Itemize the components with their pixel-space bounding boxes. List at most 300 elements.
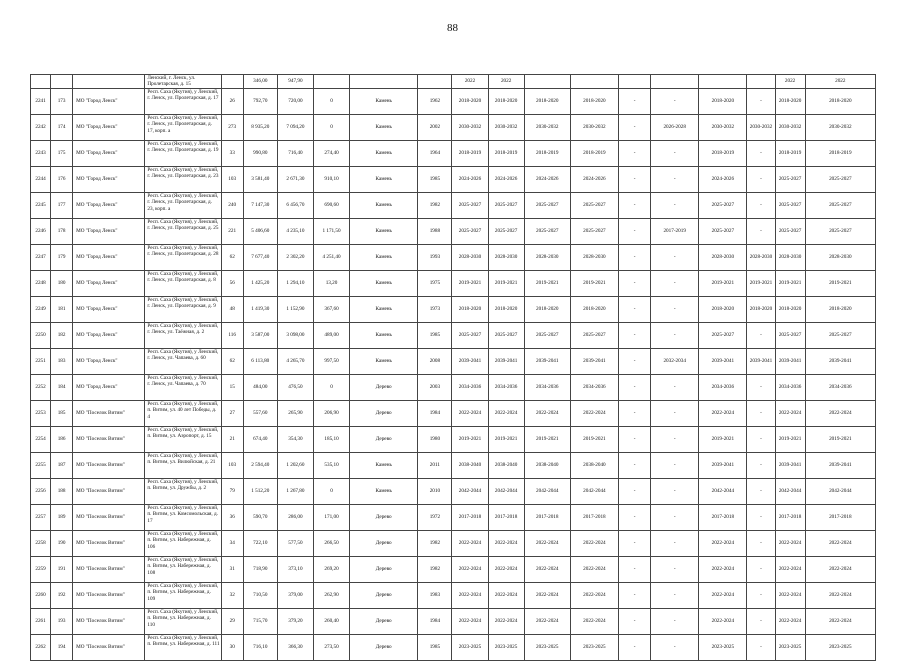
address-cell: Респ. Саха (Якутия), у Ленский, п. Витим, ул. 40 лет Победы, д. 4 — [145, 400, 221, 426]
elevator-repair-period-cell: - — [651, 88, 699, 114]
gas-repair-period-cell: - — [619, 88, 651, 114]
item-number-cell: 193 — [51, 608, 73, 634]
municipality-cell: МО "Город Ленск" — [73, 88, 145, 114]
gas-repair-period-cell: - — [619, 556, 651, 582]
apartments-count-cell: 21 — [221, 426, 243, 452]
row-number-cell: 2251 — [31, 348, 51, 374]
electric-repair-period-cell: 2018-2020 — [524, 296, 570, 322]
electric-repair-period-cell: 2025-2027 — [524, 192, 570, 218]
row-number-cell: 2249 — [31, 296, 51, 322]
row-number-cell: 2250 — [31, 322, 51, 348]
facade-repair-period-cell: 2039-2041 — [488, 348, 524, 374]
sewage-repair-period-cell: 2019-2021 — [747, 270, 775, 296]
sewage-repair-period-cell: - — [747, 192, 775, 218]
basement-repair-period-cell: 2017-2018 — [805, 504, 875, 530]
water-repair-period-cell: 2019-2021 — [699, 426, 747, 452]
elevator-repair-period-cell: - — [651, 322, 699, 348]
foundation-repair-period-cell: 2022-2024 — [775, 582, 805, 608]
row-number-cell: 2246 — [31, 218, 51, 244]
total-area-cell: 484,00 — [243, 374, 277, 400]
wall-material-cell: Камень — [350, 452, 418, 478]
electric-repair-period-cell: 2025-2027 — [524, 322, 570, 348]
heating-repair-period-cell: 2017-2018 — [570, 504, 618, 530]
electric-repair-period-cell: 2025-2027 — [524, 218, 570, 244]
wall-material-cell: Дерево — [350, 582, 418, 608]
facade-repair-period-cell: 2018-2019 — [488, 140, 524, 166]
elevator-repair-period-cell: - — [651, 556, 699, 582]
municipality-cell: МО "Город Ленск" — [73, 218, 145, 244]
address-cell: Респ. Саха (Якутия), у Ленский, п. Витим, ул. Набережная, д. 111 — [145, 634, 221, 660]
address-cell: Респ. Саха (Якутия), у Ленский, п. Витим, ул. Вилюйская, д. 21 — [145, 452, 221, 478]
nonresidential-area-cell: 489,00 — [313, 322, 349, 348]
municipality-cell: МО "Поселок Витим" — [73, 478, 145, 504]
total-area-cell: 990,80 — [243, 140, 277, 166]
row-number-cell — [31, 75, 51, 89]
sewage-repair-period-cell — [747, 75, 775, 89]
gas-repair-period-cell: - — [619, 374, 651, 400]
item-number-cell: 185 — [51, 400, 73, 426]
water-repair-period-cell: 2023-2025 — [699, 634, 747, 660]
water-repair-period-cell: 2039-2041 — [699, 348, 747, 374]
foundation-repair-period-cell: 2030-2032 — [775, 114, 805, 140]
residential-area-cell: 1 152,90 — [277, 296, 313, 322]
water-repair-period-cell: 2025-2027 — [699, 322, 747, 348]
residential-area-cell: 4 235,10 — [277, 218, 313, 244]
heating-repair-period-cell: 2025-2027 — [570, 322, 618, 348]
table-row — [31, 452, 876, 478]
table-row — [31, 634, 876, 660]
foundation-repair-period-cell: 2018-2020 — [775, 88, 805, 114]
row-number-cell: 2248 — [31, 270, 51, 296]
heating-repair-period-cell — [570, 75, 618, 89]
item-number-cell: 179 — [51, 244, 73, 270]
apartments-count-cell: 103 — [221, 452, 243, 478]
gas-repair-period-cell: - — [619, 322, 651, 348]
basement-repair-period-cell: 2022-2024 — [805, 582, 875, 608]
gas-repair-period-cell: - — [619, 504, 651, 530]
item-number-cell: 173 — [51, 88, 73, 114]
municipality-cell: МО "Город Ленск" — [73, 270, 145, 296]
electric-repair-period-cell: 2018-2019 — [524, 140, 570, 166]
electric-repair-period-cell: 2019-2021 — [524, 426, 570, 452]
municipality-cell — [73, 75, 145, 89]
wall-material-cell — [350, 75, 418, 89]
item-number-cell: 187 — [51, 452, 73, 478]
gas-repair-period-cell: - — [619, 478, 651, 504]
electric-repair-period-cell: 2023-2025 — [524, 634, 570, 660]
apartments-count-cell: 15 — [221, 374, 243, 400]
nonresidential-area-cell: 0 — [313, 88, 349, 114]
total-area-cell: 590,70 — [243, 504, 277, 530]
table-row — [31, 218, 876, 244]
build-year-cell: 2002 — [418, 114, 452, 140]
foundation-repair-period-cell: 2025-2027 — [775, 166, 805, 192]
table-row — [31, 192, 876, 218]
foundation-repair-period-cell: 2022-2024 — [775, 556, 805, 582]
table-row — [31, 140, 876, 166]
table-row — [31, 296, 876, 322]
apartments-count-cell: 33 — [221, 140, 243, 166]
municipality-cell: МО "Город Ленск" — [73, 244, 145, 270]
item-number-cell: 181 — [51, 296, 73, 322]
nonresidential-area-cell: 0 — [313, 114, 349, 140]
facade-repair-period-cell: 2019-2021 — [488, 270, 524, 296]
facade-repair-period-cell: 2019-2021 — [488, 426, 524, 452]
total-area-cell: 6 113,80 — [243, 348, 277, 374]
facade-repair-period-cell: 2022-2024 — [488, 530, 524, 556]
wall-material-cell: Дерево — [350, 400, 418, 426]
sewage-repair-period-cell: - — [747, 452, 775, 478]
table-row — [31, 400, 876, 426]
basement-repair-period-cell: 2022-2024 — [805, 400, 875, 426]
row-number-cell: 2258 — [31, 530, 51, 556]
basement-repair-period-cell: 2018-2019 — [805, 140, 875, 166]
water-repair-period-cell: 2039-2041 — [699, 452, 747, 478]
total-area-cell: 7 147,30 — [243, 192, 277, 218]
build-year-cell: 1988 — [418, 218, 452, 244]
elevator-repair-period-cell: - — [651, 504, 699, 530]
elevator-repair-period-cell: - — [651, 270, 699, 296]
electric-repair-period-cell: 2039-2041 — [524, 348, 570, 374]
water-repair-period-cell: 2022-2024 — [699, 582, 747, 608]
wall-material-cell: Камень — [350, 348, 418, 374]
build-year-cell: 2010 — [418, 478, 452, 504]
facade-repair-period-cell: 2025-2027 — [488, 322, 524, 348]
row-number-cell: 2259 — [31, 556, 51, 582]
apartments-count-cell: 34 — [221, 530, 243, 556]
sewage-repair-period-cell: - — [747, 400, 775, 426]
apartments-count-cell: 62 — [221, 244, 243, 270]
nonresidential-area-cell: 535,10 — [313, 452, 349, 478]
sewage-repair-period-cell: - — [747, 582, 775, 608]
item-number-cell: 186 — [51, 426, 73, 452]
apartments-count-cell: 48 — [221, 296, 243, 322]
electric-repair-period-cell: 2030-2032 — [524, 114, 570, 140]
row-number-cell: 2255 — [31, 452, 51, 478]
residential-area-cell: 716,40 — [277, 140, 313, 166]
sewage-repair-period-cell: - — [747, 426, 775, 452]
foundation-repair-period-cell: 2022 — [775, 75, 805, 89]
residential-area-cell: 265,90 — [277, 400, 313, 426]
roof-repair-period-cell: 2025-2027 — [452, 192, 488, 218]
facade-repair-period-cell: 2018-2020 — [488, 88, 524, 114]
residential-area-cell: 4 265,70 — [277, 348, 313, 374]
build-year-cell: 1972 — [418, 504, 452, 530]
gas-repair-period-cell: - — [619, 608, 651, 634]
electric-repair-period-cell: 2018-2020 — [524, 88, 570, 114]
sewage-repair-period-cell: - — [747, 140, 775, 166]
elevator-repair-period-cell: 2017-2019 — [651, 218, 699, 244]
address-cell: Респ. Саха (Якутия), у Ленский, г. Ленск, ул. Пролетарская, д. 8 — [145, 270, 221, 296]
apartments-count-cell: 79 — [221, 478, 243, 504]
foundation-repair-period-cell: 2034-2036 — [775, 374, 805, 400]
roof-repair-period-cell: 2018-2019 — [452, 140, 488, 166]
residential-area-cell: 476,50 — [277, 374, 313, 400]
apartments-count-cell: 221 — [221, 218, 243, 244]
foundation-repair-period-cell: 2025-2027 — [775, 218, 805, 244]
sewage-repair-period-cell: - — [747, 374, 775, 400]
item-number-cell — [51, 75, 73, 89]
total-area-cell: 722,10 — [243, 530, 277, 556]
roof-repair-period-cell: 2034-2036 — [452, 374, 488, 400]
residential-area-cell: 720,00 — [277, 88, 313, 114]
heating-repair-period-cell: 2025-2027 — [570, 218, 618, 244]
facade-repair-period-cell: 2038-2040 — [488, 452, 524, 478]
water-repair-period-cell: 2042-2044 — [699, 478, 747, 504]
roof-repair-period-cell: 2025-2027 — [452, 322, 488, 348]
elevator-repair-period-cell: - — [651, 296, 699, 322]
roof-repair-period-cell: 2030-2032 — [452, 114, 488, 140]
roof-repair-period-cell: 2019-2021 — [452, 270, 488, 296]
row-number-cell: 2260 — [31, 582, 51, 608]
roof-repair-period-cell: 2019-2021 — [452, 426, 488, 452]
gas-repair-period-cell: - — [619, 452, 651, 478]
apartments-count-cell: 273 — [221, 114, 243, 140]
total-area-cell: 3 587,00 — [243, 322, 277, 348]
nonresidential-area-cell — [313, 75, 349, 89]
table-row — [31, 478, 876, 504]
item-number-cell: 177 — [51, 192, 73, 218]
nonresidential-area-cell: 269,20 — [313, 556, 349, 582]
total-area-cell: 718,90 — [243, 556, 277, 582]
basement-repair-period-cell: 2034-2036 — [805, 374, 875, 400]
gas-repair-period-cell: - — [619, 192, 651, 218]
facade-repair-period-cell: 2022-2024 — [488, 400, 524, 426]
roof-repair-period-cell: 2025-2027 — [452, 218, 488, 244]
gas-repair-period-cell: - — [619, 400, 651, 426]
item-number-cell: 175 — [51, 140, 73, 166]
electric-repair-period-cell: 2022-2024 — [524, 608, 570, 634]
heating-repair-period-cell: 2018-2020 — [570, 88, 618, 114]
total-area-cell: 2 594,40 — [243, 452, 277, 478]
nonresidential-area-cell: 274,40 — [313, 140, 349, 166]
address-cell: Респ. Саха (Якутия), у Ленский, п. Витим, ул. Набережная, д. 106 — [145, 530, 221, 556]
gas-repair-period-cell: - — [619, 582, 651, 608]
item-number-cell: 189 — [51, 504, 73, 530]
electric-repair-period-cell — [524, 75, 570, 89]
gas-repair-period-cell: - — [619, 244, 651, 270]
residential-area-cell: 373,10 — [277, 556, 313, 582]
municipality-cell: МО "Город Ленск" — [73, 166, 145, 192]
row-number-cell: 2261 — [31, 608, 51, 634]
nonresidential-area-cell: 367,60 — [313, 296, 349, 322]
nonresidential-area-cell: 260,40 — [313, 608, 349, 634]
address-cell: Ленский, г. Ленск, ул. Пролетарская, д. 15 — [145, 75, 221, 89]
municipality-cell: МО "Поселок Витим" — [73, 608, 145, 634]
address-cell: Респ. Саха (Якутия), у Ленский, п. Витим, ул. Набережная, д. 109 — [145, 582, 221, 608]
table-row — [31, 582, 876, 608]
row-number-cell: 2247 — [31, 244, 51, 270]
build-year-cell: 1982 — [418, 530, 452, 556]
table-row — [31, 270, 876, 296]
apartments-count-cell: 29 — [221, 608, 243, 634]
elevator-repair-period-cell: - — [651, 608, 699, 634]
heating-repair-period-cell: 2022-2024 — [570, 608, 618, 634]
electric-repair-period-cell: 2019-2021 — [524, 270, 570, 296]
table-row — [31, 530, 876, 556]
residential-area-cell: 1 267,80 — [277, 478, 313, 504]
heating-repair-period-cell: 2019-2021 — [570, 270, 618, 296]
residential-area-cell: 3 098,00 — [277, 322, 313, 348]
foundation-repair-period-cell: 2019-2021 — [775, 270, 805, 296]
electric-repair-period-cell: 2034-2036 — [524, 374, 570, 400]
wall-material-cell: Камень — [350, 270, 418, 296]
row-number-cell: 2241 — [31, 88, 51, 114]
address-cell: Респ. Саха (Якутия), у Ленский, г. Ленск, ул. Пролетарская, д. 17, корп. а — [145, 114, 221, 140]
sewage-repair-period-cell: - — [747, 530, 775, 556]
address-cell: Респ. Саха (Якутия), у Ленский, г. Ленск, ул. Пролетарская, д. 9 — [145, 296, 221, 322]
row-number-cell: 2242 — [31, 114, 51, 140]
build-year-cell: 1985 — [418, 322, 452, 348]
electric-repair-period-cell: 2028-2030 — [524, 244, 570, 270]
elevator-repair-period-cell: 2032-2034 — [651, 348, 699, 374]
wall-material-cell: Камень — [350, 218, 418, 244]
foundation-repair-period-cell: 2018-2019 — [775, 140, 805, 166]
water-repair-period-cell: 2022-2024 — [699, 530, 747, 556]
sewage-repair-period-cell: 2018-2020 — [747, 296, 775, 322]
page-number: 88 — [447, 22, 458, 34]
item-number-cell: 194 — [51, 634, 73, 660]
roof-repair-period-cell: 2018-2020 — [452, 88, 488, 114]
sewage-repair-period-cell: - — [747, 322, 775, 348]
table-row — [31, 374, 876, 400]
water-repair-period-cell: 2022-2024 — [699, 608, 747, 634]
basement-repair-period-cell: 2039-2041 — [805, 348, 875, 374]
nonresidential-area-cell: 997,50 — [313, 348, 349, 374]
municipality-cell: МО "Поселок Витим" — [73, 504, 145, 530]
heating-repair-period-cell: 2022-2024 — [570, 582, 618, 608]
foundation-repair-period-cell: 2039-2041 — [775, 452, 805, 478]
heating-repair-period-cell: 2022-2024 — [570, 400, 618, 426]
basement-repair-period-cell: 2042-2044 — [805, 478, 875, 504]
item-number-cell: 176 — [51, 166, 73, 192]
roof-repair-period-cell: 2022 — [452, 75, 488, 89]
wall-material-cell: Камень — [350, 478, 418, 504]
basement-repair-period-cell: 2018-2020 — [805, 88, 875, 114]
foundation-repair-period-cell: 2025-2027 — [775, 322, 805, 348]
nonresidential-area-cell: 206,90 — [313, 400, 349, 426]
foundation-repair-period-cell: 2042-2044 — [775, 478, 805, 504]
gas-repair-period-cell: - — [619, 348, 651, 374]
municipality-cell: МО "Город Ленск" — [73, 322, 145, 348]
roof-repair-period-cell: 2022-2024 — [452, 556, 488, 582]
roof-repair-period-cell: 2022-2024 — [452, 400, 488, 426]
apartments-count-cell — [221, 75, 243, 89]
build-year-cell: 1962 — [418, 88, 452, 114]
item-number-cell: 188 — [51, 478, 73, 504]
water-repair-period-cell: 2034-2036 — [699, 374, 747, 400]
heating-repair-period-cell: 2034-2036 — [570, 374, 618, 400]
sewage-repair-period-cell: - — [747, 166, 775, 192]
elevator-repair-period-cell: 2026-2028 — [651, 114, 699, 140]
sewage-repair-period-cell: - — [747, 634, 775, 660]
water-repair-period-cell: 2018-2019 — [699, 140, 747, 166]
heating-repair-period-cell: 2025-2027 — [570, 192, 618, 218]
elevator-repair-period-cell — [651, 75, 699, 89]
foundation-repair-period-cell: 2018-2020 — [775, 296, 805, 322]
water-repair-period-cell: 2018-2020 — [699, 88, 747, 114]
basement-repair-period-cell: 2025-2027 — [805, 322, 875, 348]
facade-repair-period-cell: 2022-2024 — [488, 582, 524, 608]
roof-repair-period-cell: 2022-2024 — [452, 582, 488, 608]
roof-repair-period-cell: 2022-2024 — [452, 530, 488, 556]
address-cell: Респ. Саха (Якутия), у Ленский, г. Ленск, ул. Чапаева, д. 60 — [145, 348, 221, 374]
nonresidential-area-cell: 4 251,40 — [313, 244, 349, 270]
nonresidential-area-cell: 266,50 — [313, 530, 349, 556]
roof-repair-period-cell: 2038-2040 — [452, 452, 488, 478]
facade-repair-period-cell: 2018-2020 — [488, 296, 524, 322]
build-year-cell: 2003 — [418, 374, 452, 400]
elevator-repair-period-cell: - — [651, 244, 699, 270]
build-year-cell: 1975 — [418, 270, 452, 296]
municipality-cell: МО "Город Ленск" — [73, 192, 145, 218]
sewage-repair-period-cell: 2030-2032 — [747, 114, 775, 140]
facade-repair-period-cell: 2042-2044 — [488, 478, 524, 504]
total-area-cell: 716,10 — [243, 634, 277, 660]
item-number-cell: 178 — [51, 218, 73, 244]
build-year-cell: 2008 — [418, 348, 452, 374]
residential-area-cell: 2 671,30 — [277, 166, 313, 192]
elevator-repair-period-cell: - — [651, 426, 699, 452]
item-number-cell: 192 — [51, 582, 73, 608]
electric-repair-period-cell: 2038-2040 — [524, 452, 570, 478]
apartments-count-cell: 103 — [221, 166, 243, 192]
facade-repair-period-cell: 2024-2026 — [488, 166, 524, 192]
facade-repair-period-cell: 2030-2032 — [488, 114, 524, 140]
item-number-cell: 183 — [51, 348, 73, 374]
basement-repair-period-cell: 2022-2024 — [805, 608, 875, 634]
total-area-cell: 1 425,20 — [243, 270, 277, 296]
electric-repair-period-cell: 2042-2044 — [524, 478, 570, 504]
build-year-cell: 1983 — [418, 582, 452, 608]
basement-repair-period-cell: 2022-2024 — [805, 530, 875, 556]
total-area-cell: 1 419,30 — [243, 296, 277, 322]
table-row — [31, 556, 876, 582]
wall-material-cell: Дерево — [350, 504, 418, 530]
row-number-cell: 2254 — [31, 426, 51, 452]
facade-repair-period-cell: 2017-2018 — [488, 504, 524, 530]
row-number-cell: 2245 — [31, 192, 51, 218]
basement-repair-period-cell: 2019-2021 — [805, 270, 875, 296]
gas-repair-period-cell: - — [619, 530, 651, 556]
elevator-repair-period-cell: - — [651, 582, 699, 608]
elevator-repair-period-cell: - — [651, 140, 699, 166]
municipality-cell: МО "Поселок Витим" — [73, 556, 145, 582]
address-cell: Респ. Саха (Якутия), у Ленский, п. Витим, ул. Дружбы, д. 2 — [145, 478, 221, 504]
item-number-cell: 184 — [51, 374, 73, 400]
nonresidential-area-cell: 262,90 — [313, 582, 349, 608]
residential-area-cell: 947,90 — [277, 75, 313, 89]
build-year-cell: 1984 — [418, 400, 452, 426]
roof-repair-period-cell: 2022-2024 — [452, 608, 488, 634]
basement-repair-period-cell: 2023-2025 — [805, 634, 875, 660]
residential-area-cell: 1 202,60 — [277, 452, 313, 478]
table-row — [31, 348, 876, 374]
sewage-repair-period-cell: - — [747, 556, 775, 582]
foundation-repair-period-cell: 2025-2027 — [775, 192, 805, 218]
roof-repair-period-cell: 2018-2020 — [452, 296, 488, 322]
elevator-repair-period-cell: - — [651, 374, 699, 400]
wall-material-cell: Камень — [350, 296, 418, 322]
gas-repair-period-cell: - — [619, 218, 651, 244]
table-row — [31, 426, 876, 452]
total-area-cell: 1 512,20 — [243, 478, 277, 504]
municipality-cell: МО "Город Ленск" — [73, 374, 145, 400]
gas-repair-period-cell: - — [619, 114, 651, 140]
apartments-count-cell: 240 — [221, 192, 243, 218]
facade-repair-period-cell: 2025-2027 — [488, 192, 524, 218]
municipality-cell: МО "Поселок Витим" — [73, 400, 145, 426]
